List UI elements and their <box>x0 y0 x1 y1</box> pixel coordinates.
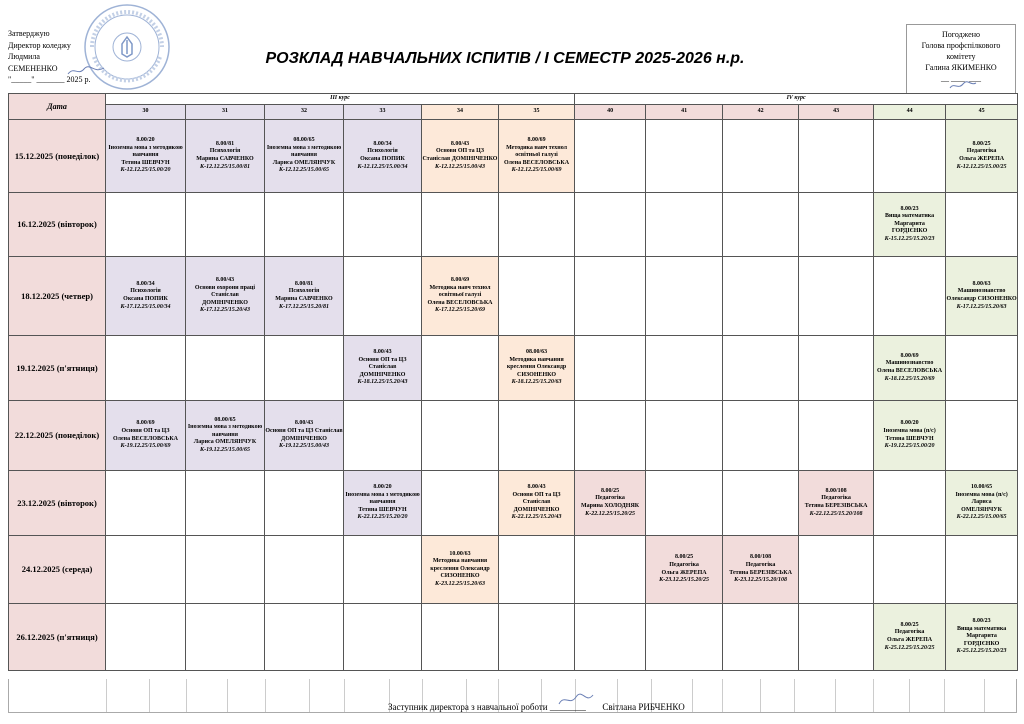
exam-teacher: Тетяна ШЕВЧУН <box>885 435 934 442</box>
schedule-row <box>9 536 1018 604</box>
exam-subject: Основи охорони праці Станіслав <box>194 284 256 299</box>
exam-teacher: Марина САВЧЕНКО <box>275 296 333 302</box>
empty-cell <box>799 336 874 401</box>
empty-cell <box>575 193 646 257</box>
exam-time-room: 8.00/69 <box>900 352 919 359</box>
exam-teacher: Тетяна БЕРЕЗІВСЬКА <box>804 503 868 509</box>
exam-cell <box>575 471 646 536</box>
empty-cell <box>575 604 646 671</box>
exam-consultation-code: К-22.12.25/15.20/25 <box>585 510 636 517</box>
date-cell: 18.12.2025 (четвер) <box>9 257 106 336</box>
exam-cell <box>106 257 186 336</box>
exam-time-room: 8.00/25 <box>600 487 620 494</box>
deputy-signature <box>556 692 596 708</box>
exam-teacher: Станіслав ДОМІНІЧЕНКО <box>422 156 498 162</box>
exam-teacher: Оксана ПОПИК <box>123 296 168 302</box>
exam-subject: Педагогіка <box>745 561 776 568</box>
exam-time-room: 8.00/20 <box>136 137 155 144</box>
exam-cell <box>799 471 874 536</box>
exam-cell <box>186 257 265 336</box>
exam-subject: Психологія <box>130 288 161 295</box>
approval-line: Затверджую <box>8 29 50 38</box>
exam-consultation-code: К-19.12.25/15.00/69 <box>120 443 171 450</box>
exam-subject: Педагогіка <box>966 148 997 155</box>
exam-time-room: 8.00/81 <box>215 140 235 147</box>
empty-cell <box>799 536 874 604</box>
approval-line: Погоджено <box>942 30 980 39</box>
exam-subject: Іноземна мова з методикою навчання <box>108 144 183 159</box>
exam-teacher: Ольга ЖЕРЕПА <box>661 569 707 576</box>
empty-cell <box>265 536 344 604</box>
group-header-11: 45 <box>946 105 1018 120</box>
exam-teacher: Тетяна ШЕВЧУН <box>358 506 407 513</box>
schedule-row <box>9 336 1018 401</box>
empty-cell <box>344 193 422 257</box>
exam-subject: Вища математика Маргарита <box>957 625 1007 640</box>
schedule-row <box>9 471 1018 536</box>
empty-cell <box>344 257 422 336</box>
exam-teacher: ГОРДІЄНКО <box>891 228 928 235</box>
empty-cell <box>422 401 499 471</box>
empty-cell <box>723 401 799 471</box>
exam-teacher: Лариса ОМЕЛЯНЧУК <box>193 439 257 446</box>
empty-cell <box>799 120 874 193</box>
exam-cell <box>874 336 946 401</box>
exam-subject: Іноземна мова (п/с) Лариса <box>955 491 1008 506</box>
exam-cell <box>186 120 265 193</box>
exam-cell <box>946 257 1018 336</box>
empty-cell <box>422 193 499 257</box>
exam-teacher: ГОРДІЄНКО <box>963 640 1000 647</box>
empty-cell <box>265 604 344 671</box>
exam-subject: Іноземна мова з методикою навчання <box>187 424 263 438</box>
exam-teacher: Марина САВЧЕНКО <box>196 156 254 162</box>
exam-subject: Методика навч технол освітньої галузі <box>506 144 567 159</box>
empty-cell <box>874 536 946 604</box>
exam-time-room: 8.00/69 <box>527 137 546 144</box>
footer-grid-line <box>265 679 266 712</box>
footer-grid-line <box>909 679 910 712</box>
exam-time-room: 8.00/43 <box>373 349 392 356</box>
footer-grid-line <box>344 679 345 712</box>
exam-consultation-code: К-19.12.25/15.00/43 <box>279 443 329 450</box>
exam-cell <box>265 120 344 193</box>
exam-subject: Іноземна мова з методикою навчання <box>345 491 420 506</box>
empty-cell <box>265 193 344 257</box>
footer-grid-line <box>835 679 836 712</box>
exam-cell <box>874 193 946 257</box>
empty-cell <box>265 471 344 536</box>
empty-cell <box>186 536 265 604</box>
exam-subject: Іноземна мова (п/с) <box>883 427 936 434</box>
exam-cell <box>422 120 499 193</box>
exam-subject: Педагогіка <box>894 629 925 636</box>
group-header-9: 43 <box>799 105 874 120</box>
exam-time-room: 08.00/65 <box>293 137 315 144</box>
exam-teacher: Олена ВЕСЕЛОВСЬКА <box>877 368 943 374</box>
exam-cell <box>499 336 575 401</box>
footer-grid-line <box>227 679 228 712</box>
exam-consultation-code: К-12.12.25/15.00/34 <box>357 163 408 170</box>
schedule-row <box>9 193 1018 257</box>
exam-subject: Основи ОП та ЦЗ <box>435 148 485 155</box>
exam-time-room: 10.00/65 <box>971 484 993 491</box>
group-header-6: 40 <box>575 105 646 120</box>
exam-time-room: 8.00/63 <box>972 280 991 287</box>
empty-cell <box>723 257 799 336</box>
group-header-4: 34 <box>422 105 499 120</box>
date-cell: 22.12.2025 (понеділок) <box>9 401 106 471</box>
empty-cell <box>344 536 422 604</box>
approval-line-blank: __ ____ ___ <box>941 74 981 83</box>
exam-teacher: СИЗОНЕНКО <box>440 573 480 580</box>
exam-time-room: 8.00/43 <box>294 420 314 427</box>
approval-line: "_____" _______ 2025 р. <box>8 75 91 84</box>
exam-cell <box>422 257 499 336</box>
empty-cell <box>874 471 946 536</box>
empty-cell <box>723 120 799 193</box>
approval-line: Людмила <box>8 52 40 61</box>
empty-cell <box>799 193 874 257</box>
exam-cell <box>344 120 422 193</box>
group-header-3: 33 <box>344 105 422 120</box>
exam-cell <box>265 257 344 336</box>
exam-cell <box>186 401 265 471</box>
exam-consultation-code: К-23.12.25/15.20/25 <box>659 577 710 584</box>
exam-time-room: 8.00/108 <box>749 554 772 561</box>
exam-consultation-code: К-12.12.25/15.00/43 <box>435 163 485 170</box>
empty-cell <box>646 604 723 671</box>
exam-subject: Основи ОП та ЦЗ <box>121 427 170 434</box>
empty-cell <box>946 536 1018 604</box>
exam-consultation-code: К-17.12.25/15.00/34 <box>120 303 171 310</box>
course-3-header: ІІІ курс <box>106 94 575 105</box>
empty-cell <box>186 471 265 536</box>
footer-grid-line <box>873 679 874 712</box>
exam-time-room: 8.00/43 <box>215 277 235 284</box>
footer-grid-line <box>944 679 945 712</box>
date-cell: 24.12.2025 (середа) <box>9 536 106 604</box>
exam-cell <box>874 401 946 471</box>
empty-cell <box>646 336 723 401</box>
exam-consultation-code: К-12.12.25/15.00/65 <box>279 167 329 174</box>
empty-cell <box>422 604 499 671</box>
exam-cell <box>646 536 723 604</box>
footer-grid-line <box>186 679 187 712</box>
exam-teacher: ДОМІНІЧЕНКО <box>202 299 248 306</box>
exam-teacher: Оксана ПОПИК <box>360 156 405 162</box>
approval-line: комітету <box>946 52 976 61</box>
group-header-7: 41 <box>646 105 723 120</box>
exam-consultation-code: К-17.12.25/15.20/69 <box>435 307 485 314</box>
exam-subject: Психологія <box>288 288 320 295</box>
exam-teacher: СИЗОНЕНКО <box>517 371 557 378</box>
exam-teacher: ОМЕЛЯНЧУК <box>961 506 1003 513</box>
empty-cell <box>723 604 799 671</box>
exam-teacher: Олена ВЕСЕЛОВСЬКА <box>112 435 179 442</box>
exam-subject: Основи ОП та ЦЗ Станіслав <box>265 427 343 434</box>
approval-line: СЕМЕНЕНКО <box>8 63 58 73</box>
exam-subject: Методика навч технол освітньої галузі <box>429 284 491 299</box>
footer-deputy-name: Світлана РИБЧЕНКО <box>602 702 685 712</box>
empty-cell <box>186 193 265 257</box>
exam-time-room: 8.00/23 <box>972 618 991 625</box>
exam-cell <box>499 471 575 536</box>
exam-subject: Методика навчання креслення Олександр <box>430 558 490 572</box>
schedule-row <box>9 257 1018 336</box>
schedule-row <box>9 604 1018 671</box>
group-header-2: 32 <box>265 105 344 120</box>
exam-time-room: 8.00/25 <box>972 140 991 147</box>
exam-cell <box>946 471 1018 536</box>
exam-time-room: 8.00/69 <box>136 420 155 427</box>
date-column-header: Дата <box>9 94 106 120</box>
exam-cell <box>106 120 186 193</box>
footer-grid-line <box>794 679 795 712</box>
exam-cell <box>344 471 422 536</box>
footer-grid-line <box>309 679 310 712</box>
empty-cell <box>106 604 186 671</box>
group-header-1: 31 <box>186 105 265 120</box>
empty-cell <box>799 401 874 471</box>
exam-teacher: ДОМІНІЧЕНКО <box>359 371 406 378</box>
exam-teacher: Лариса ОМЕЛЯНЧУК <box>272 159 336 166</box>
group-header-0: 30 <box>106 105 186 120</box>
empty-cell <box>106 471 186 536</box>
exam-subject: Педагогіка <box>595 495 625 502</box>
exam-cell <box>946 604 1018 671</box>
empty-cell <box>265 336 344 401</box>
exam-consultation-code: К-18.12.25/15.20/43 <box>357 379 408 386</box>
exam-subject: Основи ОП та ЦЗ Станіслав <box>512 491 561 506</box>
exam-teacher: Тетяна БЕРЕЗІВСЬКА <box>729 569 792 576</box>
exam-consultation-code: К-17.12.25/15.20/81 <box>279 303 329 310</box>
footer-grid-line <box>722 679 723 712</box>
approval-line: Директор коледжу <box>8 40 71 50</box>
empty-cell <box>499 604 575 671</box>
empty-cell <box>723 471 799 536</box>
date-cell: 15.12.2025 (понеділок) <box>9 120 106 193</box>
empty-cell <box>874 257 946 336</box>
exam-subject: Машинознавство <box>885 360 934 367</box>
exam-teacher: Тетяна ШЕВЧУН <box>121 159 170 166</box>
exam-teacher: Олена ВЕСЕЛОВСЬКА <box>427 299 493 306</box>
exam-time-room: 08.00/65 <box>214 416 236 423</box>
exam-time-room: 8.00/23 <box>900 205 919 212</box>
exam-consultation-code: К-22.12.25/15.20/108 <box>809 510 863 517</box>
exam-consultation-code: К-23.12.25/15.20/63 <box>435 580 485 587</box>
exam-time-room: 8.00/25 <box>900 621 919 628</box>
empty-cell <box>499 536 575 604</box>
empty-cell <box>575 401 646 471</box>
exam-consultation-code: К-22.12.25/15.00/65 <box>956 514 1007 521</box>
college-seal-stamp <box>82 2 172 92</box>
date-cell: 23.12.2025 (вівторок) <box>9 471 106 536</box>
date-cell: 19.12.2025 (п'ятниця) <box>9 336 106 401</box>
exam-consultation-code: К-12.12.25/15.00/25 <box>956 163 1007 170</box>
exam-cell <box>499 120 575 193</box>
footer-grid-line <box>106 679 107 712</box>
exam-time-room: 8.00/43 <box>527 484 546 491</box>
empty-cell <box>723 193 799 257</box>
exam-cell <box>723 536 799 604</box>
exam-time-room: 8.00/43 <box>450 140 470 147</box>
empty-cell <box>575 120 646 193</box>
exam-subject: Вища математика Маргарита <box>884 213 935 227</box>
exam-time-room: 8.00/34 <box>136 280 155 287</box>
exam-consultation-code: К-19.12.25/15.00/20 <box>884 443 935 450</box>
schedule-row <box>9 120 1018 193</box>
exam-time-room: 8.00/34 <box>373 140 392 147</box>
exam-consultation-code: К-12.12.25/15.00/20 <box>120 167 171 174</box>
exam-cell <box>946 120 1018 193</box>
exam-time-room: 10.00/63 <box>449 550 471 557</box>
exam-teacher: Ольга ЖЕРЕПА <box>959 156 1005 162</box>
empty-cell <box>646 120 723 193</box>
empty-cell <box>575 257 646 336</box>
exam-subject: Психологія <box>209 148 241 155</box>
footer-grid-line <box>760 679 761 712</box>
exam-cell <box>422 536 499 604</box>
empty-cell <box>499 193 575 257</box>
exam-subject: Психологія <box>367 148 398 155</box>
group-header-8: 42 <box>723 105 799 120</box>
empty-cell <box>874 120 946 193</box>
exam-time-room: 8.00/20 <box>373 484 392 491</box>
exam-teacher: Олена ВЕСЕЛОВСЬКА <box>504 159 570 166</box>
empty-cell <box>646 401 723 471</box>
exam-teacher: Марина ХОЛОДНЯК <box>581 503 640 509</box>
exam-teacher: Олександр СИЗОНЕНКО <box>946 296 1017 302</box>
empty-cell <box>106 536 186 604</box>
group-header-5: 35 <box>499 105 575 120</box>
exam-subject: Основи ОП та ЦЗ Станіслав <box>358 356 407 371</box>
exam-time-room: 8.00/25 <box>674 554 694 561</box>
exam-consultation-code: К-15.12.25/15.20/23 <box>884 235 935 242</box>
exam-subject: Педагогіка <box>821 495 851 502</box>
exam-cell <box>344 336 422 401</box>
empty-cell <box>344 401 422 471</box>
empty-cell <box>946 336 1018 401</box>
exam-consultation-code: К-25.12.25/15.20/25 <box>884 644 935 651</box>
empty-cell <box>723 336 799 401</box>
director-signature <box>66 64 106 78</box>
empty-cell <box>946 401 1018 471</box>
empty-cell <box>422 336 499 401</box>
exam-consultation-code: К-12.12.25/15.00/69 <box>511 167 562 174</box>
exam-time-room: 8.00/108 <box>825 487 847 494</box>
empty-cell <box>106 336 186 401</box>
date-cell: 26.12.2025 (п'ятниця) <box>9 604 106 671</box>
exam-time-room: 8.00/69 <box>450 277 470 284</box>
empty-cell <box>799 257 874 336</box>
exam-time-room: 08.00/63 <box>525 349 548 356</box>
exam-consultation-code: К-25.12.25/15.20/23 <box>956 648 1007 655</box>
approval-line: Галина ЯКИМЕНКО <box>925 63 997 72</box>
exam-consultation-code: К-18.12.25/15.20/63 <box>511 379 562 386</box>
empty-cell <box>575 336 646 401</box>
footer-signature-line <box>388 702 685 712</box>
exam-consultation-code: К-22.12.25/15.20/20 <box>357 514 408 521</box>
empty-cell <box>646 471 723 536</box>
empty-cell <box>946 193 1018 257</box>
exam-consultation-code: К-22.12.25/15.20/43 <box>511 514 562 521</box>
exam-consultation-code: К-17.12.25/15.20/43 <box>200 307 250 314</box>
footer-deputy-title: Заступник директора з навчальної роботи ________ <box>388 702 586 712</box>
empty-cell <box>106 193 186 257</box>
exam-cell <box>874 604 946 671</box>
footer-grid-line <box>984 679 985 712</box>
exam-consultation-code: К-12.12.25/15.00/81 <box>200 163 250 170</box>
footer-grid-line <box>692 679 693 712</box>
exam-consultation-code: К-18.12.25/15.20/69 <box>884 375 935 382</box>
schedule-row <box>9 401 1018 471</box>
exam-time-room: 8.00/81 <box>294 280 314 287</box>
exam-schedule-table <box>8 93 1018 671</box>
exam-cell <box>265 401 344 471</box>
empty-cell <box>646 257 723 336</box>
page-title: РОЗКЛАД НАВЧАЛЬНИХ ІСПИТІВ / І СЕМЕСТР 2025-2026 н.р. <box>265 50 745 67</box>
empty-cell <box>499 257 575 336</box>
exam-subject: Методика навчання креслення Олександр <box>506 356 567 371</box>
exam-teacher: ДОМІНІЧЕНКО <box>513 506 560 513</box>
exam-teacher: Ольга ЖЕРЕПА <box>887 637 933 643</box>
exam-subject: Іноземна мова з методикою навчання <box>266 144 342 159</box>
date-cell: 16.12.2025 (вівторок) <box>9 193 106 257</box>
union-head-signature <box>948 78 978 92</box>
empty-cell <box>799 604 874 671</box>
empty-cell <box>575 536 646 604</box>
approval-line: Голова профспілкового <box>921 41 1001 50</box>
empty-cell <box>499 401 575 471</box>
empty-cell <box>186 336 265 401</box>
footer-grid-line <box>149 679 150 712</box>
exam-cell <box>106 401 186 471</box>
exam-consultation-code: К-19.12.25/15.00/65 <box>200 446 250 453</box>
empty-cell <box>344 604 422 671</box>
exam-consultation-code: К-17.12.25/15.20/63 <box>956 303 1007 310</box>
exam-subject: Машинознавство <box>957 288 1006 295</box>
exam-subject: Педагогіка <box>669 561 699 568</box>
group-header-10: 44 <box>874 105 946 120</box>
empty-cell <box>646 193 723 257</box>
exam-consultation-code: К-23.12.25/15.20/108 <box>734 577 788 584</box>
empty-cell <box>186 604 265 671</box>
empty-cell <box>422 471 499 536</box>
course-4-header: IV курс <box>575 94 1018 105</box>
exam-time-room: 8.00/20 <box>900 420 919 427</box>
exam-teacher: ДОМІНІЧЕНКО <box>281 435 327 442</box>
